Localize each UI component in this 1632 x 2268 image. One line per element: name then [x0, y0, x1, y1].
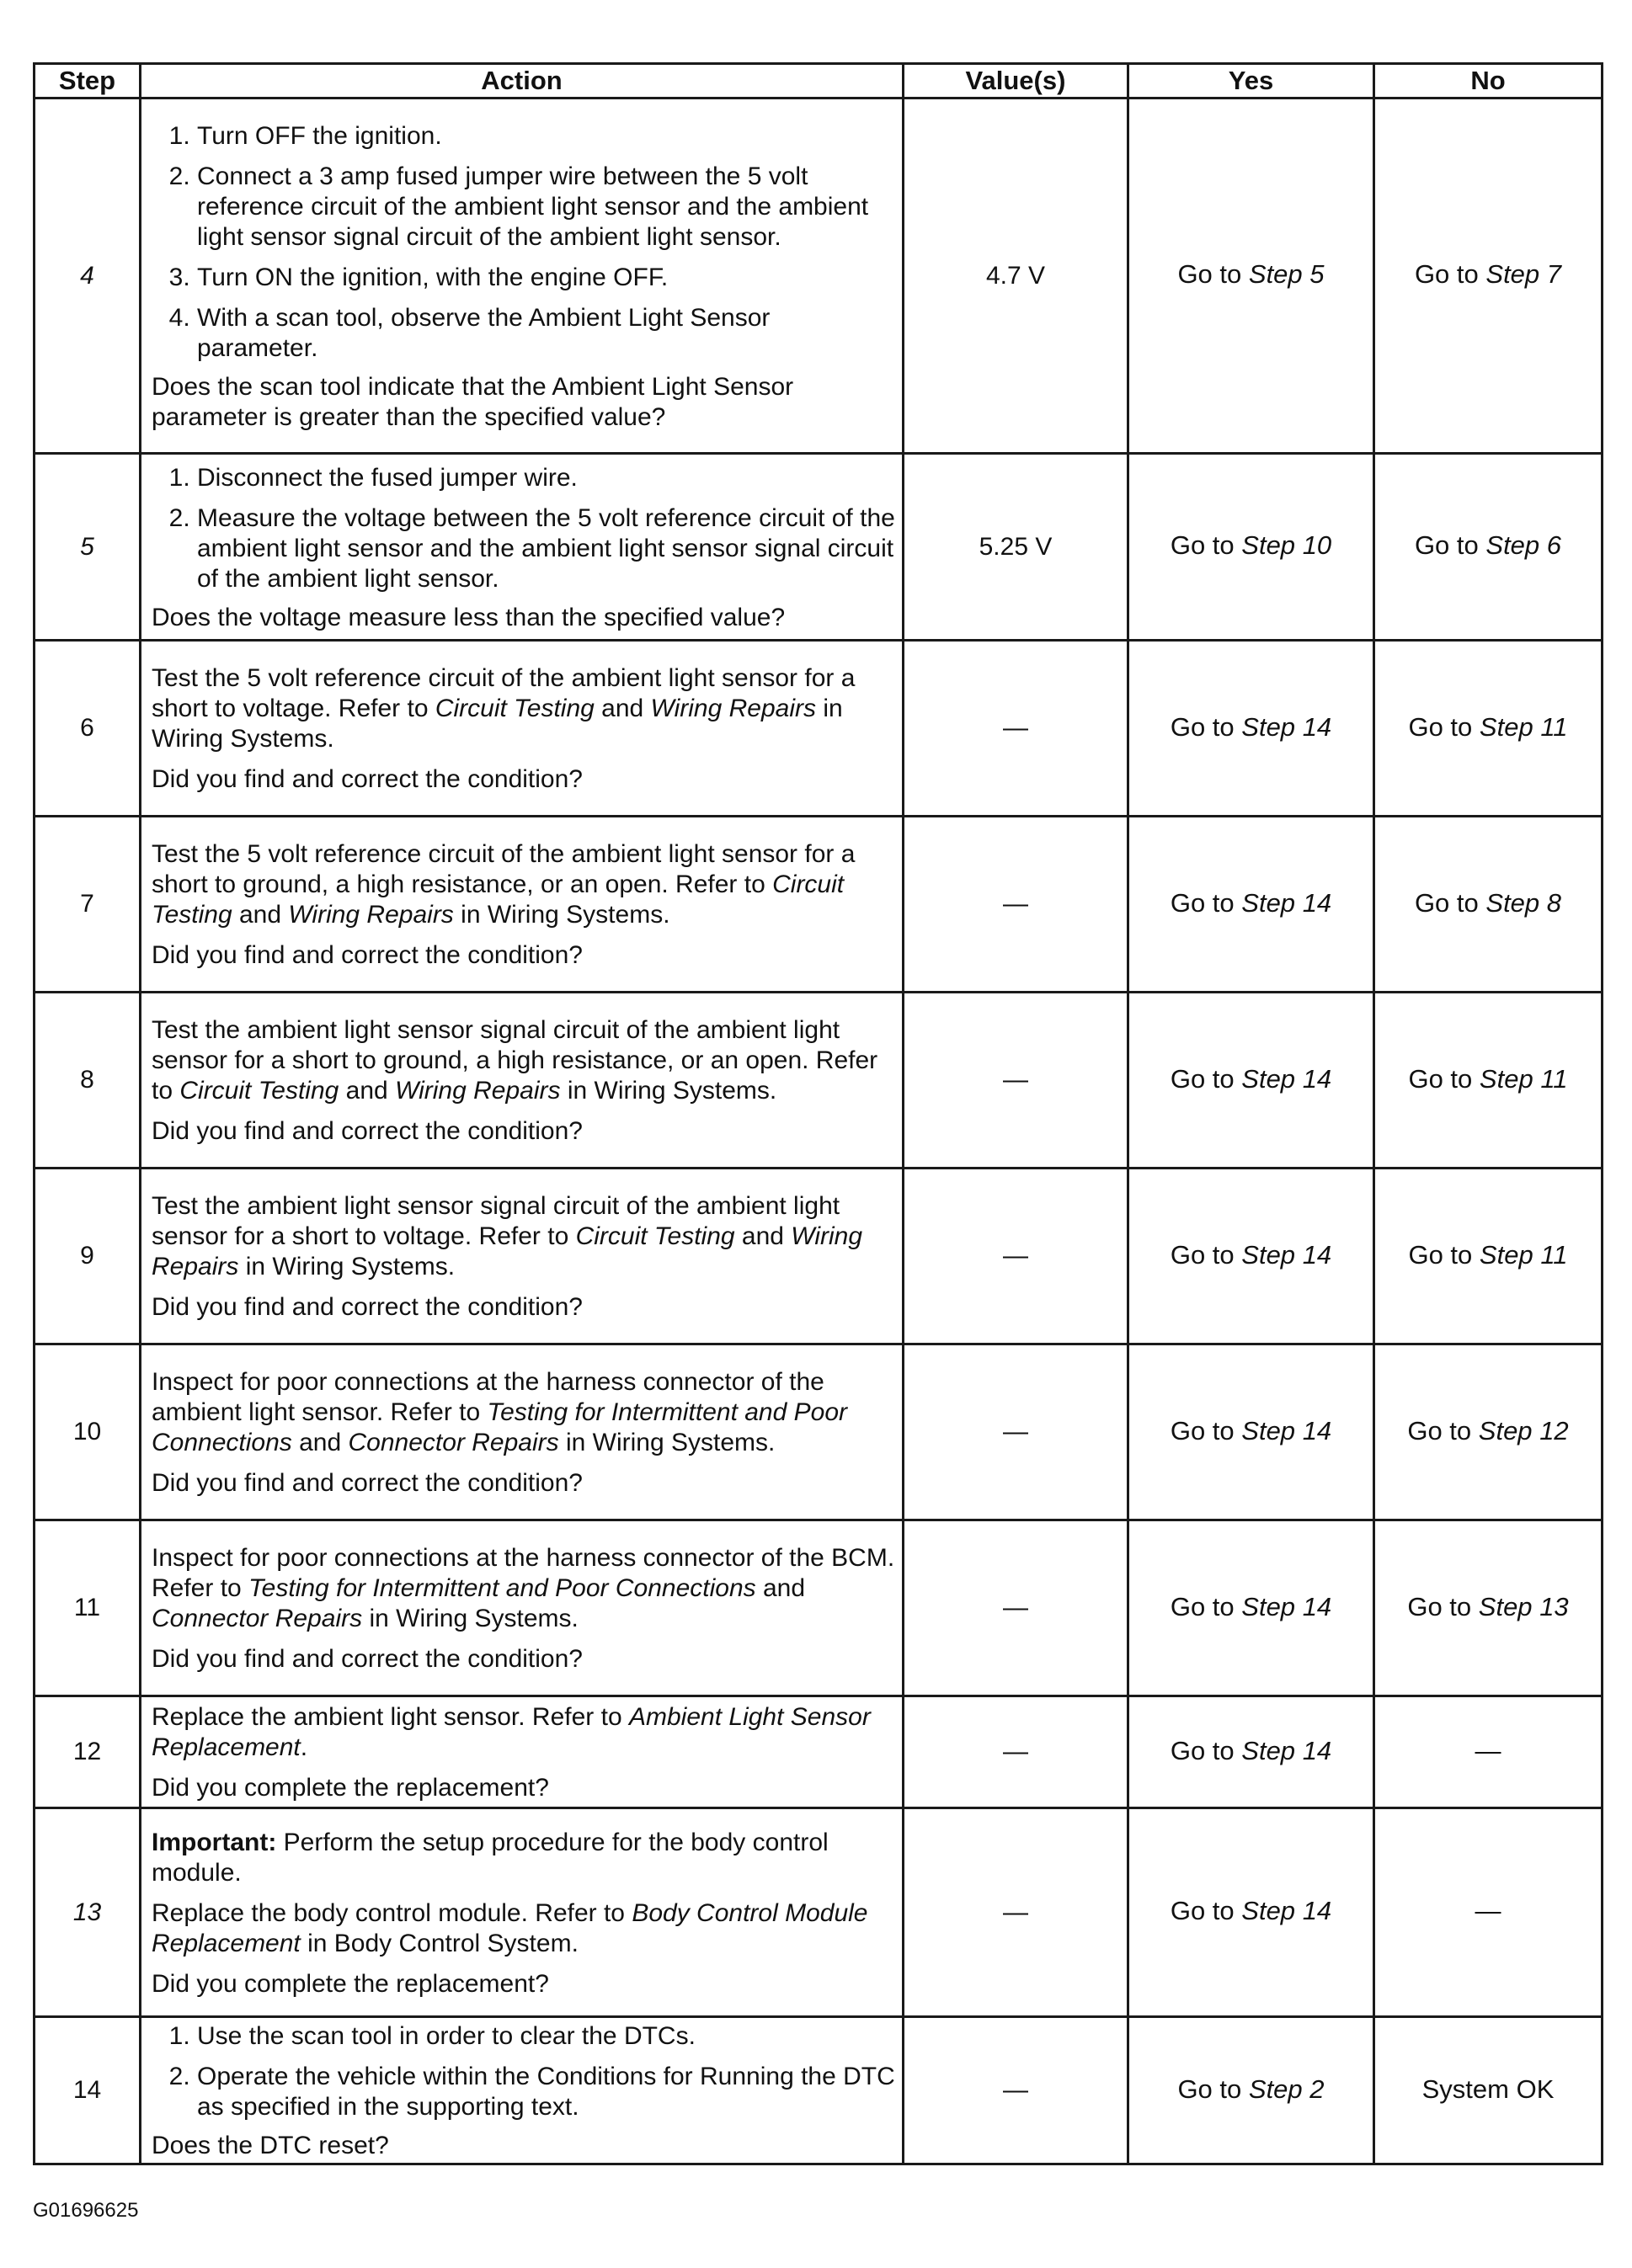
reference-link: Testing for Intermittent and Poor Connections [248, 1574, 756, 1602]
step-word: Step [1485, 887, 1540, 918]
go-to-label: Go to [1414, 887, 1479, 918]
step-word: Step [1478, 1591, 1533, 1621]
go-to-label: Go to [1414, 259, 1479, 289]
reference-link: Wiring Repairs [650, 695, 816, 722]
question: Does the scan tool indicate that the Ambient Light Sensor parameter is greater than the specified value? [152, 372, 794, 431]
no-step-ref: 7 [1546, 259, 1562, 289]
instruction-text: in Wiring Systems. [453, 901, 670, 929]
yes-cell [1128, 98, 1374, 454]
yes-step-ref: 14 [1302, 1415, 1332, 1445]
step-word: Step [1241, 1063, 1296, 1094]
action-cell [141, 98, 904, 454]
instruction [152, 1367, 895, 1458]
list-item: 1. Disconnect the fused jumper wire. [197, 463, 895, 493]
important-text: Perform the setup procedure for the body control module. [152, 1828, 829, 1887]
instruction-text: Replace the ambient light sensor. Refer to [152, 1703, 629, 1731]
yes-step-ref: 14 [1302, 1735, 1332, 1765]
go-to-label: Go to [1408, 711, 1473, 742]
yes-step-ref: 10 [1302, 530, 1332, 560]
reference-link: Circuit Testing [435, 695, 595, 722]
list-item: 1. Use the scan tool in order to clear the DTCs. [197, 2021, 895, 2052]
question: Did you find and correct the condition? [152, 1293, 583, 1321]
no-step-ref: 13 [1539, 1591, 1569, 1621]
list-item: 2. Measure the voltage between the 5 volt reference circuit of the ambient light sensor and the ambient light sensor signal circuit of the ambient light sensor. [197, 503, 895, 594]
table-row [35, 2017, 1603, 2164]
yes-step-ref: 2 [1309, 2074, 1325, 2104]
no-cell [1374, 98, 1603, 454]
reference-link: Circuit Testing [575, 1222, 735, 1250]
go-to-label: Go to [1170, 1591, 1235, 1621]
procedure-list [152, 463, 895, 594]
value-cell: — [904, 1808, 1128, 2017]
yes-step-ref: 5 [1309, 259, 1325, 289]
header-yes: Yes [1128, 64, 1374, 98]
go-to-label: Go to [1177, 2074, 1242, 2104]
yes-step-ref: 14 [1302, 887, 1332, 918]
instruction-text: in Body Control System. [300, 1929, 579, 1957]
step-word: Step [1241, 530, 1296, 560]
no-cell [1374, 817, 1603, 993]
value-cell: — [904, 1696, 1128, 1808]
step-word: Step [1241, 1591, 1296, 1621]
action-cell [141, 641, 904, 817]
instruction-text: and [291, 1429, 349, 1456]
yes-cell [1128, 2017, 1374, 2164]
no-step-ref: 11 [1540, 1239, 1568, 1270]
instruction [152, 839, 895, 930]
go-to-label: Go to [1170, 1415, 1235, 1445]
figure-id: G01696625 [33, 2199, 139, 2222]
step-word: Step [1478, 1415, 1533, 1445]
yes-cell [1128, 1808, 1374, 2017]
no-step-ref: 6 [1546, 530, 1562, 560]
step-number: 6 [35, 641, 141, 817]
question: Did you complete the replacement? [152, 1969, 549, 1998]
reference-link: Circuit Testing [152, 870, 845, 929]
yes-cell [1128, 817, 1374, 993]
instruction-text: Replace the body control module. Refer to [152, 1898, 632, 1927]
no-step-ref: 11 [1540, 1063, 1568, 1094]
question: Did you complete the replacement? [152, 1774, 549, 1802]
instruction [152, 1898, 895, 1959]
question: Did you find and correct the condition? [152, 941, 583, 969]
instruction-text: Inspect for poor connections at the harness connector of the ambient light sensor. Refer to [152, 1368, 824, 1426]
instruction-text: in Wiring Systems. [558, 1429, 776, 1456]
table-row [35, 641, 1603, 817]
list-item: 4. With a scan tool, observe the Ambient Light Sensor parameter. [197, 303, 895, 364]
instruction-text: in Wiring Systems. [560, 1077, 777, 1105]
step-number: 11 [35, 1520, 141, 1696]
reference-link: Wiring Repairs [395, 1077, 561, 1105]
yes-cell [1128, 454, 1374, 641]
step-number: 7 [35, 817, 141, 993]
go-to-label: Go to [1407, 1591, 1472, 1621]
go-to-label: Go to [1414, 530, 1479, 560]
no-step-ref: 8 [1546, 887, 1562, 918]
step-number: 10 [35, 1344, 141, 1520]
yes-cell [1128, 1169, 1374, 1344]
yes-step-ref: 14 [1302, 1063, 1332, 1094]
no-cell: System OK [1374, 2017, 1603, 2164]
action-cell [141, 1169, 904, 1344]
go-to-label: Go to [1170, 530, 1235, 560]
go-to-label: Go to [1177, 259, 1242, 289]
action-cell [141, 2017, 904, 2164]
action-cell [141, 1696, 904, 1808]
reference-link: Circuit Testing [179, 1077, 339, 1105]
instruction [152, 1543, 895, 1634]
value-cell: — [904, 1344, 1128, 1520]
reference-link: Wiring Repairs [288, 901, 454, 929]
go-to-label: Go to [1407, 1415, 1472, 1445]
yes-step-ref: 14 [1302, 711, 1332, 742]
instruction [152, 663, 895, 754]
value-cell: 4.7 V [904, 98, 1128, 454]
no-cell [1374, 993, 1603, 1169]
step-word: Step [1241, 1239, 1296, 1270]
go-to-label: Go to [1170, 1239, 1235, 1270]
yes-step-ref: 14 [1302, 1896, 1332, 1925]
step-word: Step [1241, 1415, 1296, 1445]
instruction-text: in Wiring Systems. [152, 695, 843, 753]
reference-link: Wiring Repairs [152, 1222, 863, 1280]
list-item: 3. Turn ON the ignition, with the engine OFF. [197, 263, 895, 293]
no-cell [1374, 454, 1603, 641]
step-word: Step [1241, 1735, 1296, 1765]
instruction-text: and [594, 695, 651, 722]
yes-cell [1128, 993, 1374, 1169]
table-row [35, 993, 1603, 1169]
no-cell [1374, 1344, 1603, 1520]
step-number: 5 [35, 454, 141, 641]
go-to-label: Go to [1408, 1239, 1473, 1270]
step-number: 13 [35, 1808, 141, 2017]
step-number: 14 [35, 2017, 141, 2164]
step-word: Step [1479, 1239, 1533, 1270]
instruction-text: Inspect for poor connections at the harness connector of the BCM. Refer to [152, 1544, 895, 1602]
list-item: 1. Turn OFF the ignition. [197, 121, 895, 152]
instruction-text: Test the 5 volt reference circuit of the ambient light sensor for a short to voltage. Refer to [152, 664, 856, 722]
question: Does the voltage measure less than the specified value? [152, 603, 786, 631]
action-cell [141, 454, 904, 641]
instruction-text: Test the ambient light sensor signal circuit of the ambient light sensor for a short to ground, a high resistance, or an open. Refer to [152, 1016, 878, 1105]
no-cell [1374, 1520, 1603, 1696]
yes-step-ref: 14 [1302, 1591, 1332, 1621]
go-to-label: Go to [1408, 1063, 1473, 1094]
value-cell: — [904, 817, 1128, 993]
go-to-label: Go to [1170, 1896, 1235, 1925]
instruction [152, 1015, 895, 1106]
table-row [35, 1344, 1603, 1520]
step-number: 4 [35, 98, 141, 454]
instruction-text: in Wiring Systems. [362, 1605, 579, 1632]
header-no: No [1374, 64, 1603, 98]
procedure-list [152, 121, 895, 364]
table-row [35, 1520, 1603, 1696]
action-cell [141, 1808, 904, 2017]
procedure-list [152, 2021, 895, 2122]
table-row [35, 1808, 1603, 2017]
list-item: 2. Operate the vehicle within the Conditions for Running the DTC as specified in the supporting text. [197, 2062, 895, 2122]
table-row [35, 454, 1603, 641]
go-to-label: Go to [1170, 1063, 1235, 1094]
yes-cell [1128, 1344, 1374, 1520]
step-word: Step [1485, 259, 1540, 289]
step-word: Step [1479, 711, 1533, 742]
action-cell [141, 1520, 904, 1696]
no-cell: — [1374, 1808, 1603, 2017]
instruction-text: Test the 5 volt reference circuit of the ambient light sensor for a short to ground, a high resistance, or an open. Refer to [152, 840, 856, 898]
table-row [35, 817, 1603, 993]
value-cell: — [904, 993, 1128, 1169]
step-word: Step [1479, 1063, 1533, 1094]
instruction-text: Test the ambient light sensor signal circuit of the ambient light sensor for a short to voltage. Refer to [152, 1192, 840, 1250]
question: Did you find and correct the condition? [152, 765, 583, 793]
no-step-ref: 11 [1540, 711, 1568, 742]
value-cell: — [904, 1520, 1128, 1696]
step-word: Step [1241, 887, 1296, 918]
table-row [35, 1169, 1603, 1344]
yes-cell [1128, 1520, 1374, 1696]
step-word: Step [1248, 2074, 1303, 2104]
instruction-text: in Wiring Systems. [238, 1253, 456, 1280]
instruction [152, 1702, 895, 1763]
yes-cell [1128, 641, 1374, 817]
no-cell: — [1374, 1696, 1603, 1808]
value-cell: 5.25 V [904, 454, 1128, 641]
go-to-label: Go to [1170, 1735, 1235, 1765]
instruction [152, 1191, 895, 1282]
header-values: Value(s) [904, 64, 1128, 98]
go-to-label: Go to [1170, 887, 1235, 918]
instruction-text: . [300, 1733, 308, 1761]
go-to-label: Go to [1170, 711, 1235, 742]
instruction-text: and [734, 1222, 792, 1250]
step-word: Step [1485, 530, 1540, 560]
instruction-text: and [232, 901, 289, 929]
action-cell [141, 817, 904, 993]
no-cell [1374, 641, 1603, 817]
header-row [35, 64, 1603, 98]
step-word: Step [1248, 259, 1303, 289]
yes-cell [1128, 1696, 1374, 1808]
question: Does the DTC reset? [152, 2132, 389, 2159]
question: Did you find and correct the condition? [152, 1645, 583, 1673]
list-item: 2. Connect a 3 amp fused jumper wire between the 5 volt reference circuit of the ambient light sensor and the ambient light sensor signal circuit of the ambient light sensor. [197, 162, 895, 253]
question: Did you find and correct the condition? [152, 1117, 583, 1145]
instruction-text: and [339, 1077, 396, 1105]
header-step: Step [35, 64, 141, 98]
reference-link: Ambient Light Sensor Replacement [152, 1703, 871, 1761]
step-number: 12 [35, 1696, 141, 1808]
table-row [35, 98, 1603, 454]
step-word: Step [1241, 711, 1296, 742]
action-cell [141, 1344, 904, 1520]
reference-link: Connector Repairs [152, 1605, 363, 1632]
reference-link: Testing for Intermittent and Poor Connections [152, 1398, 848, 1456]
no-step-ref: 12 [1539, 1415, 1569, 1445]
important-label: Important: [152, 1828, 277, 1856]
important-note [152, 1828, 895, 1888]
value-cell: — [904, 1169, 1128, 1344]
table-row [35, 1696, 1603, 1808]
value-cell: — [904, 2017, 1128, 2164]
action-cell [141, 993, 904, 1169]
question: Did you find and correct the condition? [152, 1469, 583, 1497]
header-action: Action [141, 64, 904, 98]
reference-link: Connector Repairs [348, 1429, 559, 1456]
reference-link: Body Control Module Replacement [152, 1898, 868, 1957]
step-number: 9 [35, 1169, 141, 1344]
no-cell [1374, 1169, 1603, 1344]
instruction-text: and [755, 1574, 806, 1602]
diagnostic-table [33, 62, 1603, 2165]
value-cell: — [904, 641, 1128, 817]
yes-step-ref: 14 [1302, 1239, 1332, 1270]
step-word: Step [1241, 1896, 1296, 1925]
step-number: 8 [35, 993, 141, 1169]
